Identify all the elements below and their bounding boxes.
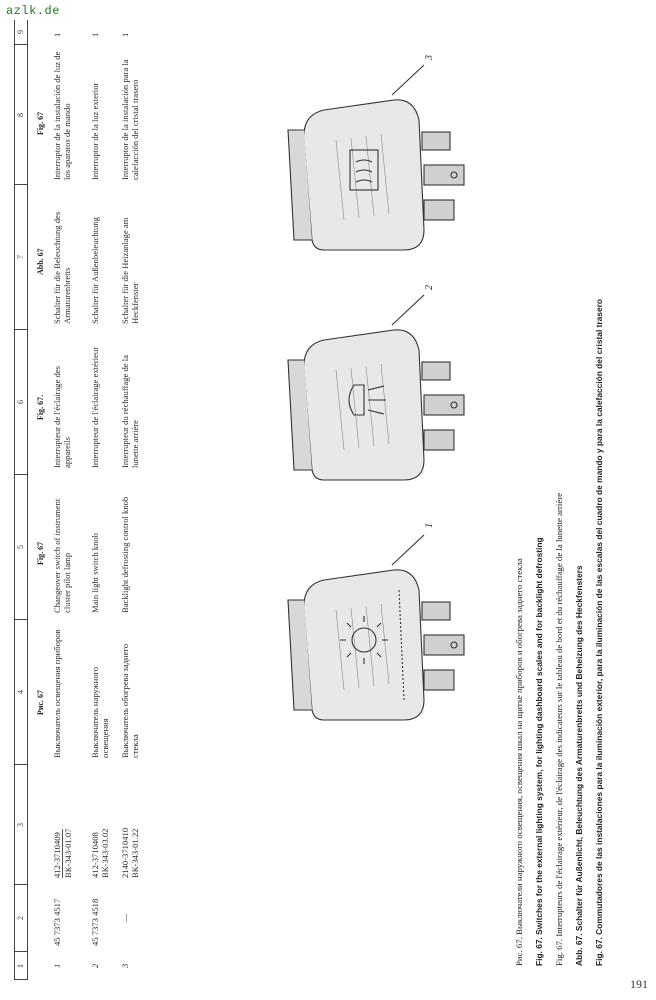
col-divider — [14, 764, 27, 765]
column-number: 3 — [16, 823, 25, 827]
table-top-rule — [14, 20, 15, 980]
caption-ru: Рис. 67. Выключатели наружного освещения, освещения шкал на щитке приборов и обогрева заднего стекла — [514, 558, 524, 966]
description-es: Interruptor de la luz exterior — [90, 82, 100, 180]
description-en: Changeover switch of instrument cluster pilot lamp — [52, 498, 72, 613]
figure-header-es: Fig. 67 — [36, 111, 45, 135]
callout-2: 2 — [424, 285, 435, 290]
catalog-number: 45 7373 4517 — [52, 898, 62, 946]
callout-1: 1 — [424, 523, 435, 528]
quantity: 1 — [120, 32, 130, 37]
caption-fr: Fig. 67. Interrupteurs de l'éclairage extérieur, de l'éclairage des indicateurs sur le tableau de bord et du réchauffage de la lunette arrière — [554, 492, 564, 966]
col-divider — [14, 951, 27, 952]
column-number: 8 — [16, 113, 25, 117]
col-divider — [14, 44, 27, 45]
part-number-alt: ВК-343-01.07 — [63, 828, 73, 878]
figure-header-de: Abb. 67 — [36, 248, 45, 275]
column-number: 6 — [16, 400, 25, 404]
col-divider — [14, 619, 27, 620]
column-number: 2 — [16, 916, 25, 920]
column-number: 9 — [16, 30, 25, 34]
caption-de: Abb. 67. Schalter für Außenlicht, Beleuchtung des Armaturenbretts und Beheizung des Heckfensters — [574, 565, 584, 966]
row-index: 3 — [120, 963, 130, 968]
switch-1-illustration — [284, 510, 484, 750]
description-ru: Выключатель наружного освещения — [90, 666, 110, 758]
page-number: 191 — [630, 977, 648, 991]
row-index: 1 — [52, 963, 62, 968]
column-number: 4 — [16, 690, 25, 694]
col-divider — [14, 184, 27, 185]
description-de: Schalter für die Beleuchtung des Armaturenbretts — [52, 211, 72, 324]
switch-2-illustration — [284, 270, 484, 510]
part-number-alt: ВК-343-01.22 — [130, 828, 140, 878]
figure-header-ru: Рис. 67 — [36, 689, 45, 715]
description-fr: Interrupteur de l'éclairage des appareils — [52, 366, 72, 468]
description-en: Main light switch knob — [90, 533, 100, 613]
watermark: azlk.de — [6, 4, 60, 18]
description-en: Backlight defrosting control knob — [120, 496, 130, 613]
description-es: Interruptor de la instalación de luz de los aparatos de mando — [52, 51, 72, 180]
col-divider — [14, 884, 27, 885]
description-ru: Выключатель обогрева заднего стекла — [120, 643, 140, 758]
switch-3-illustration — [284, 40, 484, 280]
col-divider — [14, 474, 27, 475]
description-de: Schalter für die Heizanlage am Heckfenster — [120, 217, 140, 324]
row-index: 2 — [90, 963, 100, 968]
column-number: 7 — [16, 255, 25, 259]
part-number: 412-3710408 — [90, 832, 100, 878]
figure-header-en: Fig. 67 — [36, 541, 45, 565]
column-number: 1 — [16, 964, 25, 968]
figure-header-fr: Fig. 67. — [36, 394, 45, 420]
description-de: Schalter für Außenbeleuchtung — [90, 217, 100, 324]
parts-catalog-sheet — [14, 20, 654, 980]
column-number-rule — [27, 20, 28, 980]
caption-es: Fig. 67. Commutadores de las instalaciones para la iluminación exterior, para la iluminación de las escalas del cuadro de mando y para la calefacción del cristal trasero — [594, 299, 604, 966]
part-number: 2140-3710410 — [120, 827, 130, 878]
catalog-number: — — [120, 913, 130, 922]
col-divider — [14, 329, 27, 330]
description-fr: Interrupteur du réchauffage de la lunette arrière — [120, 355, 140, 468]
caption-en: Fig. 67. Switches for the external lighting system, for lighting dashboard scales and for backlight defrosting — [534, 537, 544, 966]
description-fr: Interrupteur de l'éclairage extérieur — [90, 346, 100, 468]
part-number-alt: ВК-343-03.02 — [100, 828, 110, 878]
column-number: 5 — [16, 545, 25, 549]
quantity: 1 — [52, 32, 62, 37]
callout-3: 3 — [424, 55, 435, 60]
description-ru: Выключатель освещения приборов — [52, 629, 62, 758]
description-es: Interruptor de la instalación para la calefacción del cristal trasero — [120, 59, 140, 180]
col-divider — [14, 979, 27, 980]
quantity: 1 — [90, 32, 100, 37]
part-number: 412-3710409 — [52, 832, 62, 878]
catalog-number: 45 7373 4518 — [90, 898, 100, 946]
